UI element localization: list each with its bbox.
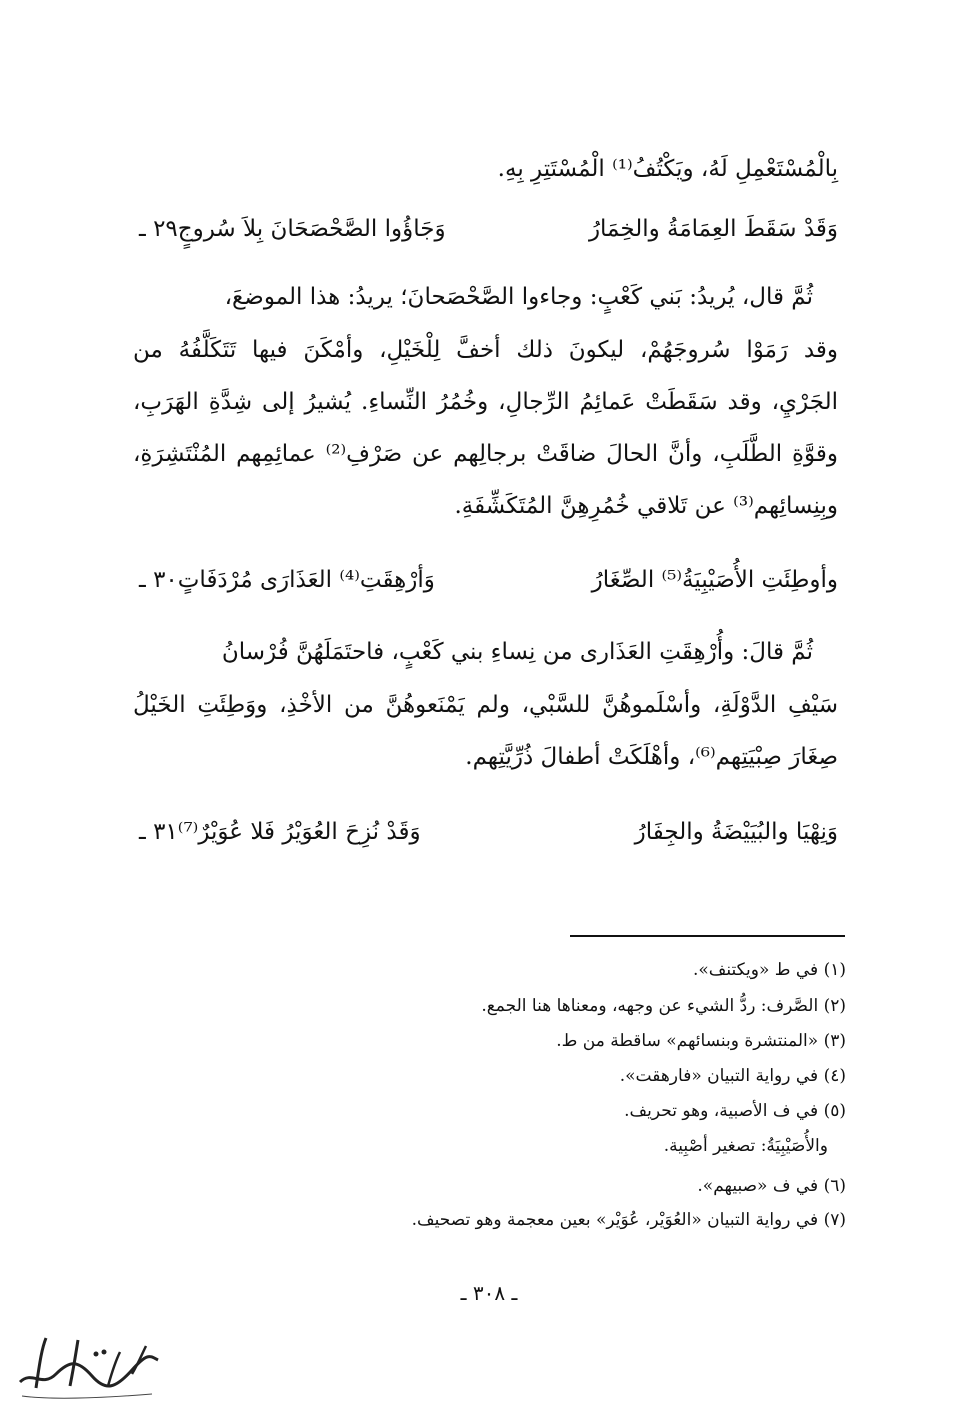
- paragraph-line: سَيْفِ الدَّوْلَةِ، وأسْلَموهُنَّ للسَّبْي، ولم يَمْنَعوهُنَّ من الأخْذِ، ووَطِئَتِ الخَيْلُ: [133, 692, 838, 718]
- verse-second-hemistich: وَقَدْ سَقَطَ العِمَامَةُ والخِمَارُ: [588, 216, 838, 242]
- verse-first-hemistich: وَجَاؤُوا الصَّحْصَحَانَ بِلاَ سُروجٍ: [177, 216, 446, 242]
- calligraphy-logo-icon: [12, 1330, 162, 1410]
- verse-29: [133, 212, 838, 246]
- paragraph-line: وبِنِسائِهم⁽³⁾ عن تَلاقي خُمُرِهِنَّ المُتَكَشِّفَةِ.: [454, 493, 838, 519]
- verse-number: ٣٠ ـ: [139, 567, 178, 593]
- footnote-separator: [570, 935, 845, 937]
- verse-first-hemistich: وَأرْهِقَتِ⁽⁴⁾ العَذَارَى مُرْدَفَاتٍ: [177, 567, 435, 593]
- footnote-6: (٦) في ف «صبيهم».: [697, 1176, 846, 1196]
- footnote-5-continuation: والأُصَيْبِيَةُ: تصغير أصْبِية.: [663, 1136, 828, 1156]
- footnote-3: (٣) «المنتشرة وبنسائهم» ساقطة من ط.: [556, 1031, 846, 1051]
- footnote-1: (١) في ط «ويكتنف».: [692, 960, 846, 980]
- verse-second-hemistich: وَنِهْيَا والبُيَيْضَةُ والجِفَارُ: [634, 819, 838, 845]
- paragraph-line: ثُمَّ قال، يُريدُ: بَني كَعْبٍ: وجاءوا الصَّحْصَحانَ؛ يريدُ: هذا الموضعَ،: [224, 284, 813, 310]
- paragraph-line: ثُمَّ قالَ: وأُرْهِقَتِ العَذَارى من نِساءِ بني كَعْبٍ، فاحتَمَلَهُنَّ فُرْسانُ: [221, 639, 813, 665]
- verse-first-hemistich: وَقَدْ نُزِحَ العُوَيْرُ فَلا عُوَيْرٌ⁽⁷⁾: [177, 819, 421, 845]
- footnote-2: (٢) الصَّرف: ردُّ الشيء عن وجهه، ومعناها هنا الجمع.: [481, 996, 846, 1016]
- paragraph-line: صِغَارَ صِبْيَتِهم⁽⁶⁾، وأهْلَكَتْ أطفالَ ذُرِّيَّتِهم.: [465, 744, 838, 770]
- verse-number: ٢٩ ـ: [139, 216, 178, 242]
- paragraph-line: الجَرْيِ، وقد سَقَطَتْ عَمائِمُ الرِّجالِ، وخُمُرُ النِّساءِ. يُشيرُ إلى شِدَّةِ الهَرَبِ،: [133, 389, 838, 415]
- paragraph-line: وقوَّةِ الطَّلَبِ، وأنَّ الحالَ ضاقَتْ برجالِهم عن صَرْفِ⁽²⁾ عمائِمِهم المُنْتَشِرَةِ،: [133, 441, 838, 467]
- footnote-5: (٥) في ف الأصبية، وهو تحريف.: [624, 1101, 846, 1121]
- paragraph-line: بِالْمُسْتَعْمِلِ لَهُ، ويَكْتُفُ⁽¹⁾ الْمُسْتَتِرِ بِهِ.: [497, 156, 838, 182]
- verse-31: [133, 815, 838, 849]
- verse-number: ٣١ ـ: [139, 819, 178, 845]
- footnote-7: (٧) في رواية التبيان «العُوَيْر، عُوَيْر» بعين معجمة وهو تصحيف.: [411, 1210, 846, 1230]
- footnote-4: (٤) في رواية التبيان «فارهقت».: [619, 1066, 846, 1086]
- page-number: ـ ٣٠٨ ـ: [460, 1281, 518, 1305]
- verse-second-hemistich: وأوطِئَتِ الأُصَيْبِيَةُ⁽⁵⁾ الصِّغَارُ: [591, 567, 838, 593]
- paragraph-line: وقد رَمَوْا سُروجَهُمْ، ليكونَ ذلك أخفَّ لِلْخَيْلِ، وأمْكَنَ فيها تَتَكَلَّفُهُ من: [133, 337, 838, 363]
- verse-30: [133, 563, 838, 597]
